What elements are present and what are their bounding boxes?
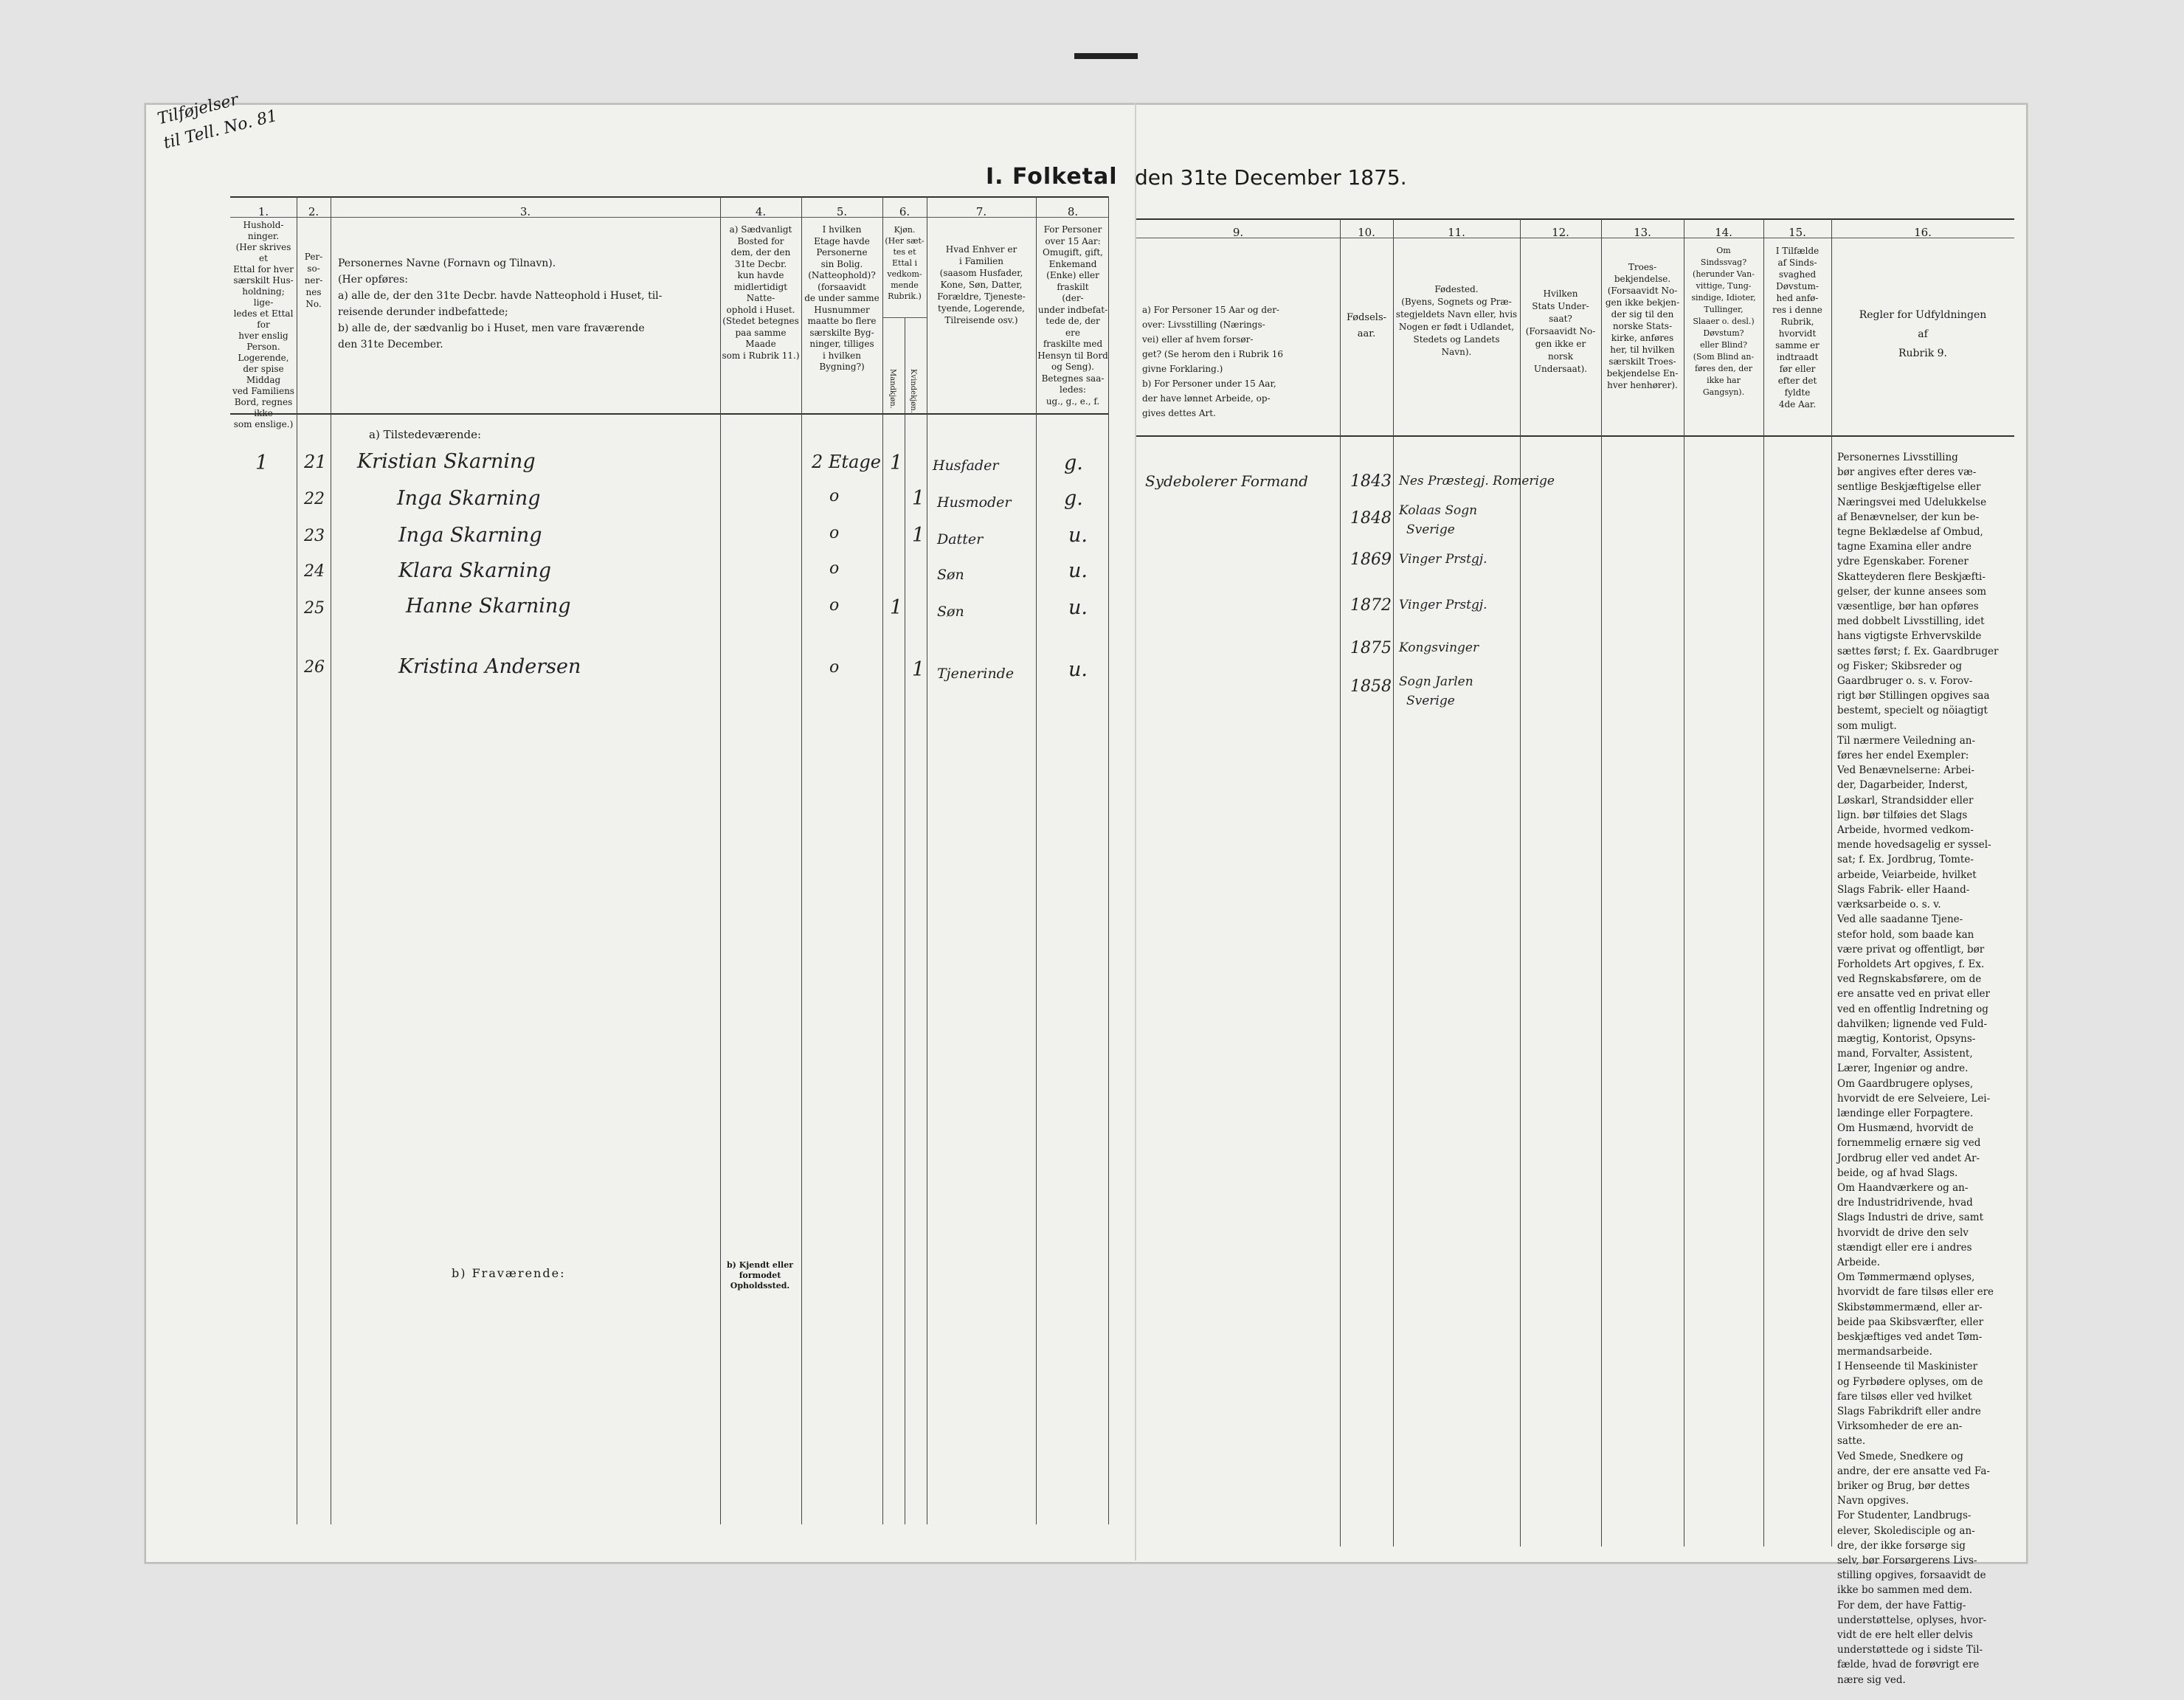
header-civil-status: For Personer over 15 Aar: Omugift, gift, Enkemand (Enke) eller fraskilt (der- under indbefat- tede de, der ere fraskilte med Hensyn til Bord og Seng). Betegnes saa- ledes: ug., g., e., f.: [1037, 224, 1108, 407]
row3-born: 1869: [1350, 550, 1392, 569]
row3-family: Datter: [937, 531, 984, 547]
row1-occupation: Sydebolerer Formand: [1145, 472, 1308, 490]
row6-birthplace: Sogn Jarlen: [1399, 674, 1473, 689]
row4-no: 24: [304, 562, 325, 581]
header-birthplace: Fødested. (Byens, Sognets og Præ- stegjeldets Navn eller, hvis Nogen er født i Udlandet, Stedets og Landets Navn).: [1395, 284, 1518, 357]
row5-etage: o: [829, 596, 840, 615]
row1-name: Kristian Skarning: [357, 450, 536, 473]
row5-born: 1875: [1350, 639, 1392, 657]
header-religion: Troes- bekjendelse. (Forsaavidt No- gen ikke bekjen- der sig til den norske Stats- kirke, anføres her, til hvilken særskilt Troes- bekjendelse En- hver henhører).: [1605, 262, 1680, 390]
col-num-4: 4.: [755, 205, 767, 218]
col-num-6: 6.: [899, 205, 910, 218]
col-num-14: 14.: [1715, 226, 1732, 239]
row1-born: 1843: [1350, 472, 1392, 491]
right-top-rule: [1136, 218, 2014, 220]
row3-etage: o: [829, 524, 840, 542]
row4-family: Søn: [937, 567, 964, 583]
col-num-15: 15.: [1789, 226, 1806, 239]
row4-born: 1872: [1350, 596, 1392, 615]
row2-born: 1848: [1350, 509, 1392, 528]
row3-name: Inga Skarning: [398, 524, 542, 547]
row2-civil: g.: [1064, 487, 1083, 510]
row6-etage: o: [829, 658, 840, 677]
row2-female: 1: [912, 487, 925, 510]
col-num-2: 2.: [308, 205, 319, 218]
row5-birthplace: Kongsvinger: [1399, 640, 1479, 655]
right-header-bottom-rule: [1136, 435, 2014, 437]
col-num-13: 13.: [1634, 226, 1651, 239]
header-male: Mandkjøn.: [888, 369, 896, 409]
row4-birthplace: Vinger Prstgj.: [1399, 598, 1487, 612]
row1-family: Husfader: [933, 457, 999, 474]
header-names: Personernes Navne (Fornavn og Tilnavn). (Her opføres: a) alle de, der den 31te Decbr. havde Natteophold i Huset, til- reisende derunder indbefattede; b) alle de, der sædvanlig bo i Huset, men vare fraværende den 31te December.: [338, 258, 663, 350]
vline-3: [720, 196, 721, 1524]
header-female: Kvindekjøn.: [909, 369, 917, 413]
header-occupation: a) For Personer 15 Aar og der- over: Livsstilling (Nærings- vei) eller af hvem forsør- get? (Se herom den i Rubrik 16 givne Forklaring.) b) For Personer under 15 Aar, der have lønnet Arbeide, op- gives dettes Art.: [1142, 305, 1284, 418]
header-family-role: Hvad Enhver er i Familien (saasom Husfader, Kone, Søn, Datter, Forældre, Tjeneste- tyende, Logerende, Tilreisende osv.): [937, 244, 1026, 325]
vline-11: [1520, 218, 1521, 1547]
col-num-11: 11.: [1448, 226, 1465, 239]
row2-name: Inga Skarning: [397, 487, 541, 510]
left-header-bottom-rule: [230, 413, 1108, 415]
col-num-12: 12.: [1552, 226, 1569, 239]
row3-female: 1: [912, 524, 925, 547]
row4-etage: o: [829, 559, 840, 578]
header-onset: I Tilfælde af Sinds- svaghed Døvstum- hed anfø- res i denne Rubrik, hvorvidt samme er indtraadt før eller efter det fyldte 4de Aar.: [1772, 246, 1822, 410]
title-left: I. Folketal: [986, 164, 1118, 190]
section-absent: b) Fraværende:: [452, 1266, 566, 1280]
row1-no: 21: [304, 452, 327, 472]
row2-no: 22: [304, 490, 325, 508]
row2-etage: o: [829, 487, 840, 505]
row6-born: 1858: [1350, 677, 1392, 696]
header-disability: Om Sindssvag? (herunder Van- vittige, Tung- sindige, Idioter, Tullinger, Slaaer o. desl.) Døvstum? eller Blind? (Som Blind an- føres den, der ikke har Gangsyn).: [1691, 246, 1756, 397]
row5-family: Søn: [937, 604, 964, 620]
row6-no: 26: [304, 658, 325, 677]
vline-14: [1763, 218, 1764, 1547]
row2-birthplace: Kolaas Sogn: [1399, 503, 1478, 518]
row5-name: Hanne Skarning: [406, 595, 571, 618]
row5-male: 1: [890, 596, 903, 619]
vline-5: [882, 196, 883, 1524]
header-birth-year: Fødsels- aar.: [1346, 312, 1387, 339]
vline-15: [1831, 218, 1832, 1547]
header-citizenship: Hvilken Stats Under- saat? (Forsaavidt No- gen ikke er norsk Undersaat).: [1525, 288, 1596, 374]
title-right: den 31te December 1875.: [1135, 165, 1407, 190]
row1-household: 1: [255, 452, 269, 474]
header-rules-title: Regler for Udfyldningen af Rubrik 9.: [1859, 309, 1987, 359]
col-num-16: 16.: [1914, 226, 1932, 239]
sex-split-rule: [882, 317, 927, 318]
col-num-5: 5.: [836, 205, 848, 218]
row1-civil: g.: [1064, 452, 1083, 474]
col-num-10: 10.: [1358, 226, 1375, 239]
col-num-9: 9.: [1232, 226, 1244, 239]
row2-family: Husmoder: [937, 494, 1012, 511]
row3-birthplace: Vinger Prstgj.: [1399, 552, 1487, 567]
row5-no: 25: [304, 599, 325, 618]
vline-8: [1108, 196, 1109, 1524]
row5-civil: u.: [1068, 596, 1088, 619]
row3-civil: u.: [1068, 524, 1088, 547]
top-mark: [1074, 53, 1138, 59]
center-fold: [1135, 103, 1136, 1561]
stamp-note: Tilføjelser til Tell. No. 81: [155, 90, 280, 153]
col-num-7: 7.: [975, 205, 987, 218]
vline-9: [1340, 218, 1341, 1547]
row1-male: 1: [890, 452, 903, 474]
header-households: Hushold- ninger. (Her skrives et Ettal for hver særskilt Hus- holdning; lige- ledes et Ettal for hver enslig Person. Logerende, der spise Middag ved Familiens Bord, regnes ikke som enslige.): [232, 220, 294, 429]
vline-10: [1393, 218, 1394, 1547]
left-top-rule: [230, 196, 1108, 198]
row4-civil: u.: [1068, 559, 1088, 582]
header-sex: Kjøn. (Her sæt- tes et Ettal i vedkom- mende Rubrik.): [885, 225, 925, 301]
row6-civil: u.: [1068, 658, 1088, 681]
section-present: a) Tilstedeværende:: [369, 428, 482, 441]
row1-birthplace: Nes Præstegj. Romerige: [1399, 474, 1555, 488]
vline-12: [1601, 218, 1602, 1547]
row6-name: Kristina Andersen: [398, 655, 581, 678]
row3-no: 23: [304, 527, 325, 545]
row6-female: 1: [912, 658, 925, 681]
occupation-guide: [1225, 516, 1226, 694]
row1-etage: 2 Etage: [812, 452, 881, 472]
header-usual-residence: a) Sædvanligt Bosted for dem, der den 31te Decbr. kun havde midlertidigt Natte- ophold i Huset. (Stedet betegnes paa samme Maade som i Rubrik 11.): [722, 224, 800, 361]
row6-family: Tjenerinde: [937, 666, 1015, 682]
col-num-3: 3.: [519, 205, 531, 218]
row6-birthplace2: Sverige: [1406, 694, 1455, 708]
row4-name: Klara Skarning: [398, 559, 552, 582]
row2-birthplace2: Sverige: [1406, 522, 1455, 537]
vline-4: [801, 196, 802, 1524]
col-num-1: 1.: [258, 205, 269, 218]
header-floor: I hvilken Etage havde Personerne sin Bolig. (Natteophold)? (forsaavidt de under samme Husnummer maatte bo flere særskilte Byg- ninger, tilliges i hvilken Bygning?): [804, 224, 880, 372]
col-num-8: 8.: [1067, 205, 1079, 218]
vline-7: [1036, 196, 1037, 1524]
header-person-no: Per- so- ner- nes No.: [304, 252, 323, 309]
absent-location-note: b) Kjendt eller formodet Opholdssted.: [726, 1260, 793, 1290]
rules-text: Personernes Livsstilling bør angives efter deres væ- sentlige Beskjæftigelse eller Næringsvei med Udelukkelse af Benævnelser, der kun be- tegne Beklædelse af Ombud, tagne Examina eller andre ydre Egenskaber. Forener Skatteyderen flere Beskjæfti- gelser, der kunne ansees som væsentlige, bør han opføres med dobbelt Livsstilling, idet hans vigtigste Erhvervskilde sættes først; f. Ex. Gaardbruger og Fisker; Skibsreder og Gaardbruger o. s. v. Forov- rigt bør Stillingen opgives saa bestemt, specielt og nöiagtigt som muligt. Til nærmere Veiledning an- føres her endel Exempler: Ved Benævnelserne: Arbei- der, Dagarbeider, Inderst, Løskarl, Strandsidder eller lign. bør tilføies det Slags Arbeide, hvormed vedkom- mende hovedsagelig er syssel- sat; f. Ex. Jordbrug, Tomte- arbeide, Veiarbeide, hvilket Slags Fabrik- eller Haand- værksarbeide o. s. v. Ved alle saadanne Tjene- stefor hold, som baade kan være privat og offentligt, bør Forholdets Art opgives, f. Ex. ved Regnskabsførere, om de ere ansatte ved en privat eller ved en offentlig Indretning og dahvilken; lignende ved Fuld- mægtig, Kontorist, Opsyns- mand, Forvalter, Assistent, Lærer, Ingeniør og andre. Om Gaardbrugere oplyses, hvorvidt de ere Selveiere, Lei- lændinge eller Forpagtere. Om Husmænd, hvorvidt de fornemmelig ernære sig ved Jordbrug eller ved andet Ar- beide, og af hvad Slags. Om Haandværkere og an- dre Industridrivende, hvad Slags Industri de drive, samt hvorvidt de drive den selv stændigt eller ere i andres Arbeide. Om Tømmermænd oplyses, hvorvidt de fare tilsøs eller ere Skibstømmermænd, eller ar- beide paa Skibsværfter, eller beskjæftiges ved andet Tøm- mermandsarbeide. I Henseende til Maskinister og Fyrbødere oplyses, om de fare tilsøs eller ved hvilket Slags Fabrikdrift eller andre Virksomheder de ere an- satte. Ved Smede, Snedkere og andre, der ere ansatte ved Fa- briker og Brug, bør dettes Navn opgives. For Studenter, Landbrugs- elever, Skoledisciple og an- dre, der ikke forsørge sig selv, bør Forsørgerens Livs- stilling opgives, forsaavidt de ikke bo sammen med dem. For dem, der have Fattig- understøttelse, oplyses, hvor- vidt de ere helt eller delvis understøttede og i sidste Til- fælde, hvad de forøvrigt ere nære sig ved.: [1837, 452, 1999, 1686]
